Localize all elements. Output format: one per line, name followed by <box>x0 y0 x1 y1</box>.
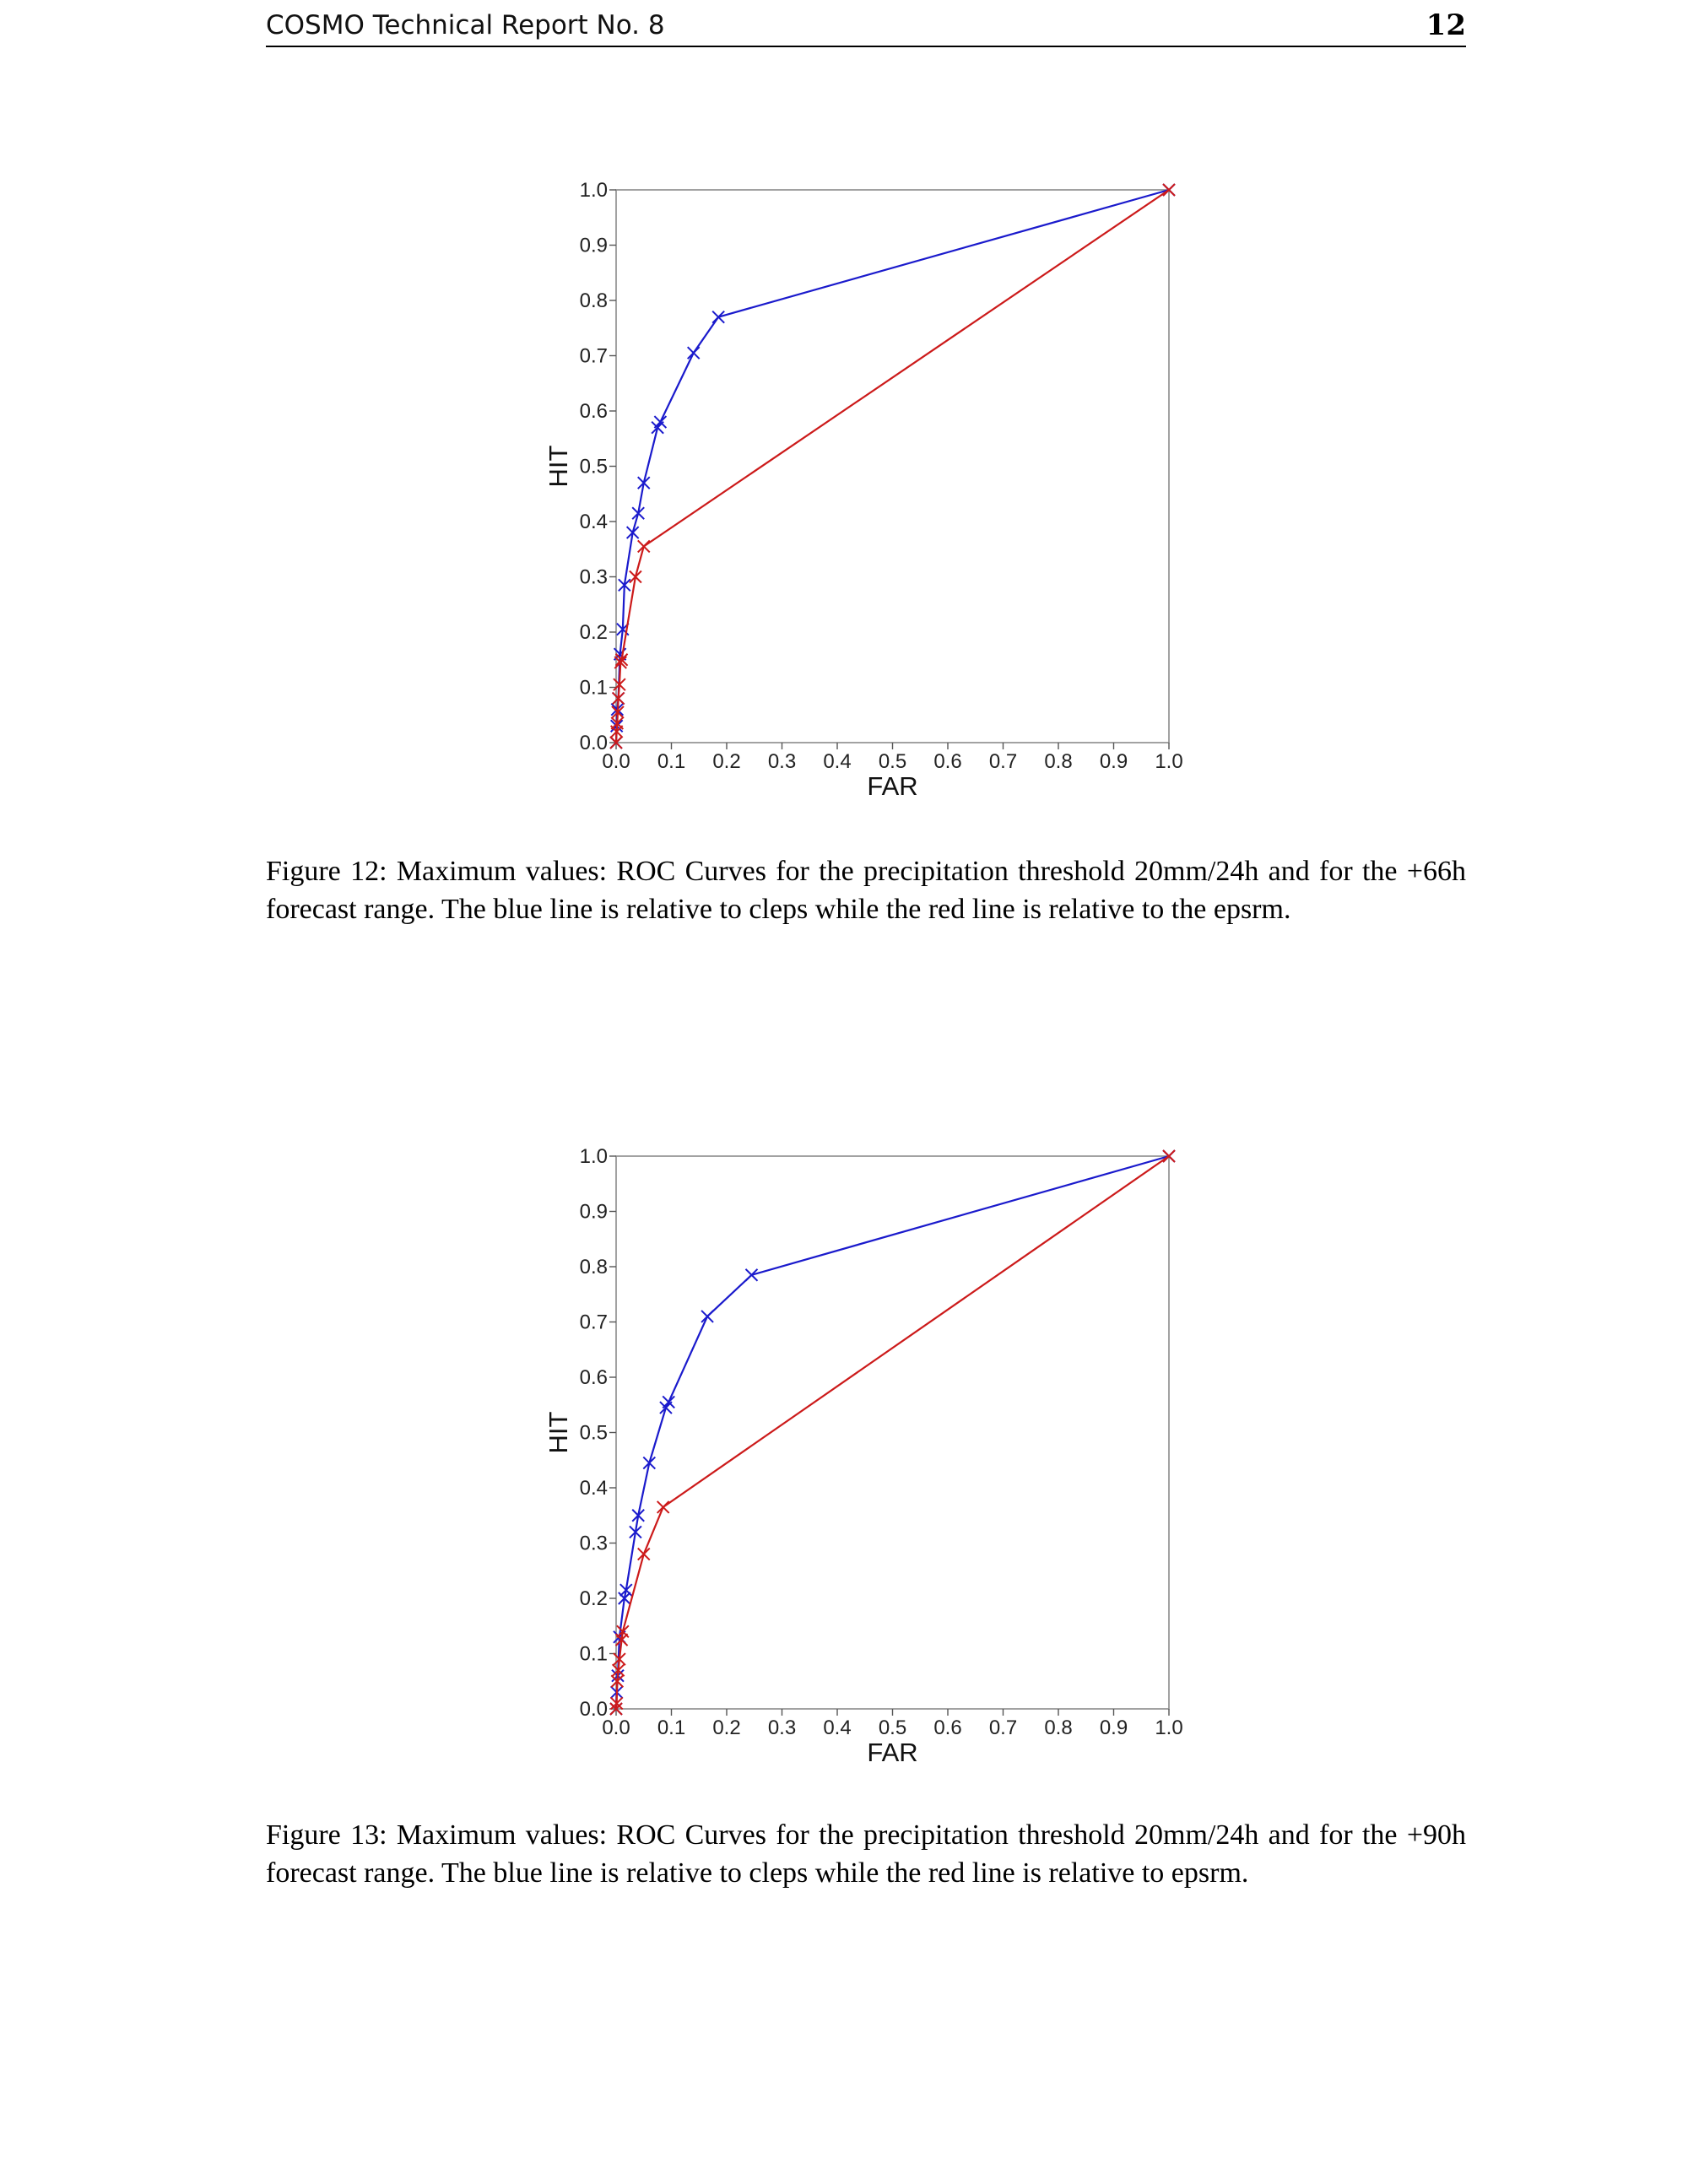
x-tick-label: 0.8 <box>1044 1716 1073 1739</box>
y-tick-label: 0.4 <box>579 1477 608 1500</box>
x-tick-label: 0.2 <box>712 1716 741 1739</box>
figure-13-chart <box>540 1131 1198 1789</box>
data-point-cleps <box>654 416 666 428</box>
x-tick-label: 0.1 <box>657 750 686 773</box>
y-axis-label: HIT <box>544 1411 573 1454</box>
y-tick-label: 0.3 <box>579 1532 608 1555</box>
x-axis-label: FAR <box>867 1738 918 1767</box>
roc-chart-svg <box>540 165 1198 823</box>
series-line-epsrm <box>616 1156 1169 1709</box>
figure-12-caption: Figure 12: Maximum values: ROC Curves for the precipitation threshold 20mm/24h and for the +66h forecast range. The blue line is relative to cleps while the red line is relative to the epsrm. <box>266 856 1466 925</box>
report-title: COSMO Technical Report No. 8 <box>266 10 665 41</box>
x-tick-label: 1.0 <box>1155 1716 1183 1739</box>
x-tick-label: 0.9 <box>1099 750 1128 773</box>
series-line-epsrm <box>616 190 1169 743</box>
data-point-cleps <box>712 311 724 323</box>
figure-13-caption: Figure 13: Maximum values: ROC Curves for the precipitation threshold 20mm/24h and for the +90h forecast range. The blue line is relative to cleps while the red line is relative to epsrm. <box>266 1819 1466 1889</box>
y-tick-label: 0.0 <box>579 1698 608 1721</box>
y-tick-label: 0.9 <box>579 1200 608 1224</box>
x-tick-label: 0.0 <box>602 750 630 773</box>
y-tick-label: 0.5 <box>579 455 608 478</box>
x-tick-label: 0.0 <box>602 1716 630 1739</box>
y-tick-label: 0.1 <box>579 1642 608 1666</box>
data-point-cleps <box>745 1269 757 1281</box>
y-tick-label: 0.0 <box>579 732 608 754</box>
x-tick-label: 0.6 <box>933 1716 962 1739</box>
y-tick-label: 0.7 <box>579 1311 608 1334</box>
x-tick-label: 0.3 <box>767 1716 797 1739</box>
y-tick-label: 0.9 <box>579 234 608 257</box>
data-point-cleps <box>663 1396 674 1408</box>
x-tick-label: 0.2 <box>712 750 741 773</box>
x-tick-label: 1.0 <box>1155 750 1183 773</box>
page-number: 12 <box>1426 8 1466 42</box>
x-tick-label: 0.7 <box>988 750 1018 773</box>
y-tick-label: 1.0 <box>579 179 608 202</box>
x-tick-label: 0.4 <box>823 1716 852 1739</box>
y-tick-label: 0.1 <box>579 676 608 700</box>
data-point-epsrm <box>657 1501 669 1513</box>
data-point-epsrm <box>638 1549 650 1560</box>
plot-frame <box>616 1156 1169 1709</box>
figure-12-chart <box>540 165 1198 823</box>
page-header <box>266 8 1466 47</box>
data-point-epsrm <box>638 540 650 552</box>
y-tick-label: 1.0 <box>579 1145 608 1168</box>
y-tick-label: 0.3 <box>579 565 608 589</box>
x-tick-label: 0.5 <box>878 1716 907 1739</box>
y-tick-label: 0.6 <box>579 1366 608 1389</box>
y-axis-label: HIT <box>544 445 573 488</box>
x-tick-label: 0.6 <box>933 750 962 773</box>
y-tick-label: 0.8 <box>579 1256 608 1279</box>
x-tick-label: 0.1 <box>657 1716 686 1739</box>
y-tick-label: 0.2 <box>579 1587 608 1610</box>
x-tick-label: 0.7 <box>988 1716 1018 1739</box>
x-axis-label: FAR <box>867 771 918 801</box>
x-tick-label: 0.9 <box>1099 1716 1128 1739</box>
roc-chart-svg <box>540 1131 1198 1789</box>
y-tick-label: 0.8 <box>579 289 608 312</box>
y-tick-label: 0.4 <box>579 511 608 533</box>
x-tick-label: 0.8 <box>1044 750 1073 773</box>
y-tick-label: 0.6 <box>579 400 608 423</box>
series-line-cleps <box>616 1156 1169 1709</box>
x-tick-label: 0.3 <box>767 750 797 773</box>
data-point-cleps <box>688 347 700 359</box>
y-tick-label: 0.2 <box>579 621 608 644</box>
y-tick-label: 0.7 <box>579 344 608 368</box>
plot-frame <box>616 190 1169 743</box>
series-line-cleps <box>616 190 1169 743</box>
y-tick-label: 0.5 <box>579 1421 608 1445</box>
x-tick-label: 0.5 <box>878 750 907 773</box>
x-tick-label: 0.4 <box>823 750 852 773</box>
data-point-cleps <box>701 1311 713 1322</box>
